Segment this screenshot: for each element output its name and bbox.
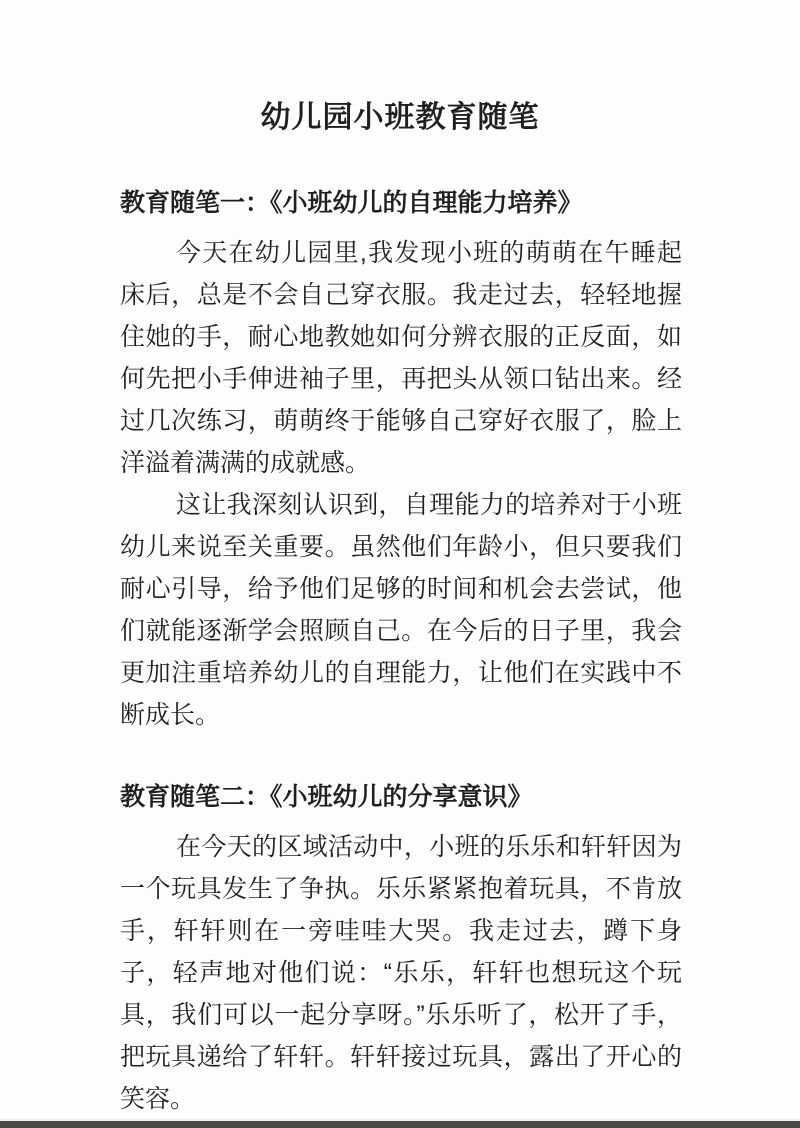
section-1-paragraph-2: 这让我深刻认识到，自理能力的培养对于小班幼儿来说至关重要。虽然他们年龄小，但只要我们耐心引导，给予他们足够的时间和机会去尝试，他们就能逐渐学会照顾自己。在今后的日子里，我会更加注重培养幼儿的自理能力，让他们在实践中不断成长。 (120, 491, 682, 729)
section-essay-1 (120, 188, 682, 736)
section-essay-2 (120, 782, 682, 1120)
section-1-paragraph-1: 今天在幼儿园里,我发现小班的萌萌在午睡起床后，总是不会自己穿衣服。我走过去，轻轻地握住她的手，耐心地教她如何分辨衣服的正反面，如何先把小手伸进袖子里，再把头从领口钻出来。经过几次练习，萌萌终于能够自己穿好衣服了，脸上洋溢着满满的成就感。 (120, 239, 682, 477)
page-title: 幼儿园小班教育随笔 (260, 101, 540, 134)
section-1-heading: 教育随笔一：《小班幼儿的自理能力培养》 (120, 189, 583, 217)
bottom-edge-bar (0, 1119, 800, 1128)
section-2-paragraph-1: 在今天的区域活动中，小班的乐乐和轩轩因为一个玩具发生了争执。乐乐紧紧抱着玩具，不肯放手，轩轩则在一旁哇哇大哭。我走过去，蹲下身子，轻声地对他们说：“乐乐，轩轩也想玩这个玩具，我们可以一起分享呀。”乐乐听了，松开了手，把玩具递给了轩轩。轩轩接过玩具，露出了开心的笑容。 (120, 833, 682, 1113)
document-body (0, 188, 800, 1120)
section-2-heading: 教育随笔二：《小班幼儿的分享意识》 (120, 783, 533, 811)
